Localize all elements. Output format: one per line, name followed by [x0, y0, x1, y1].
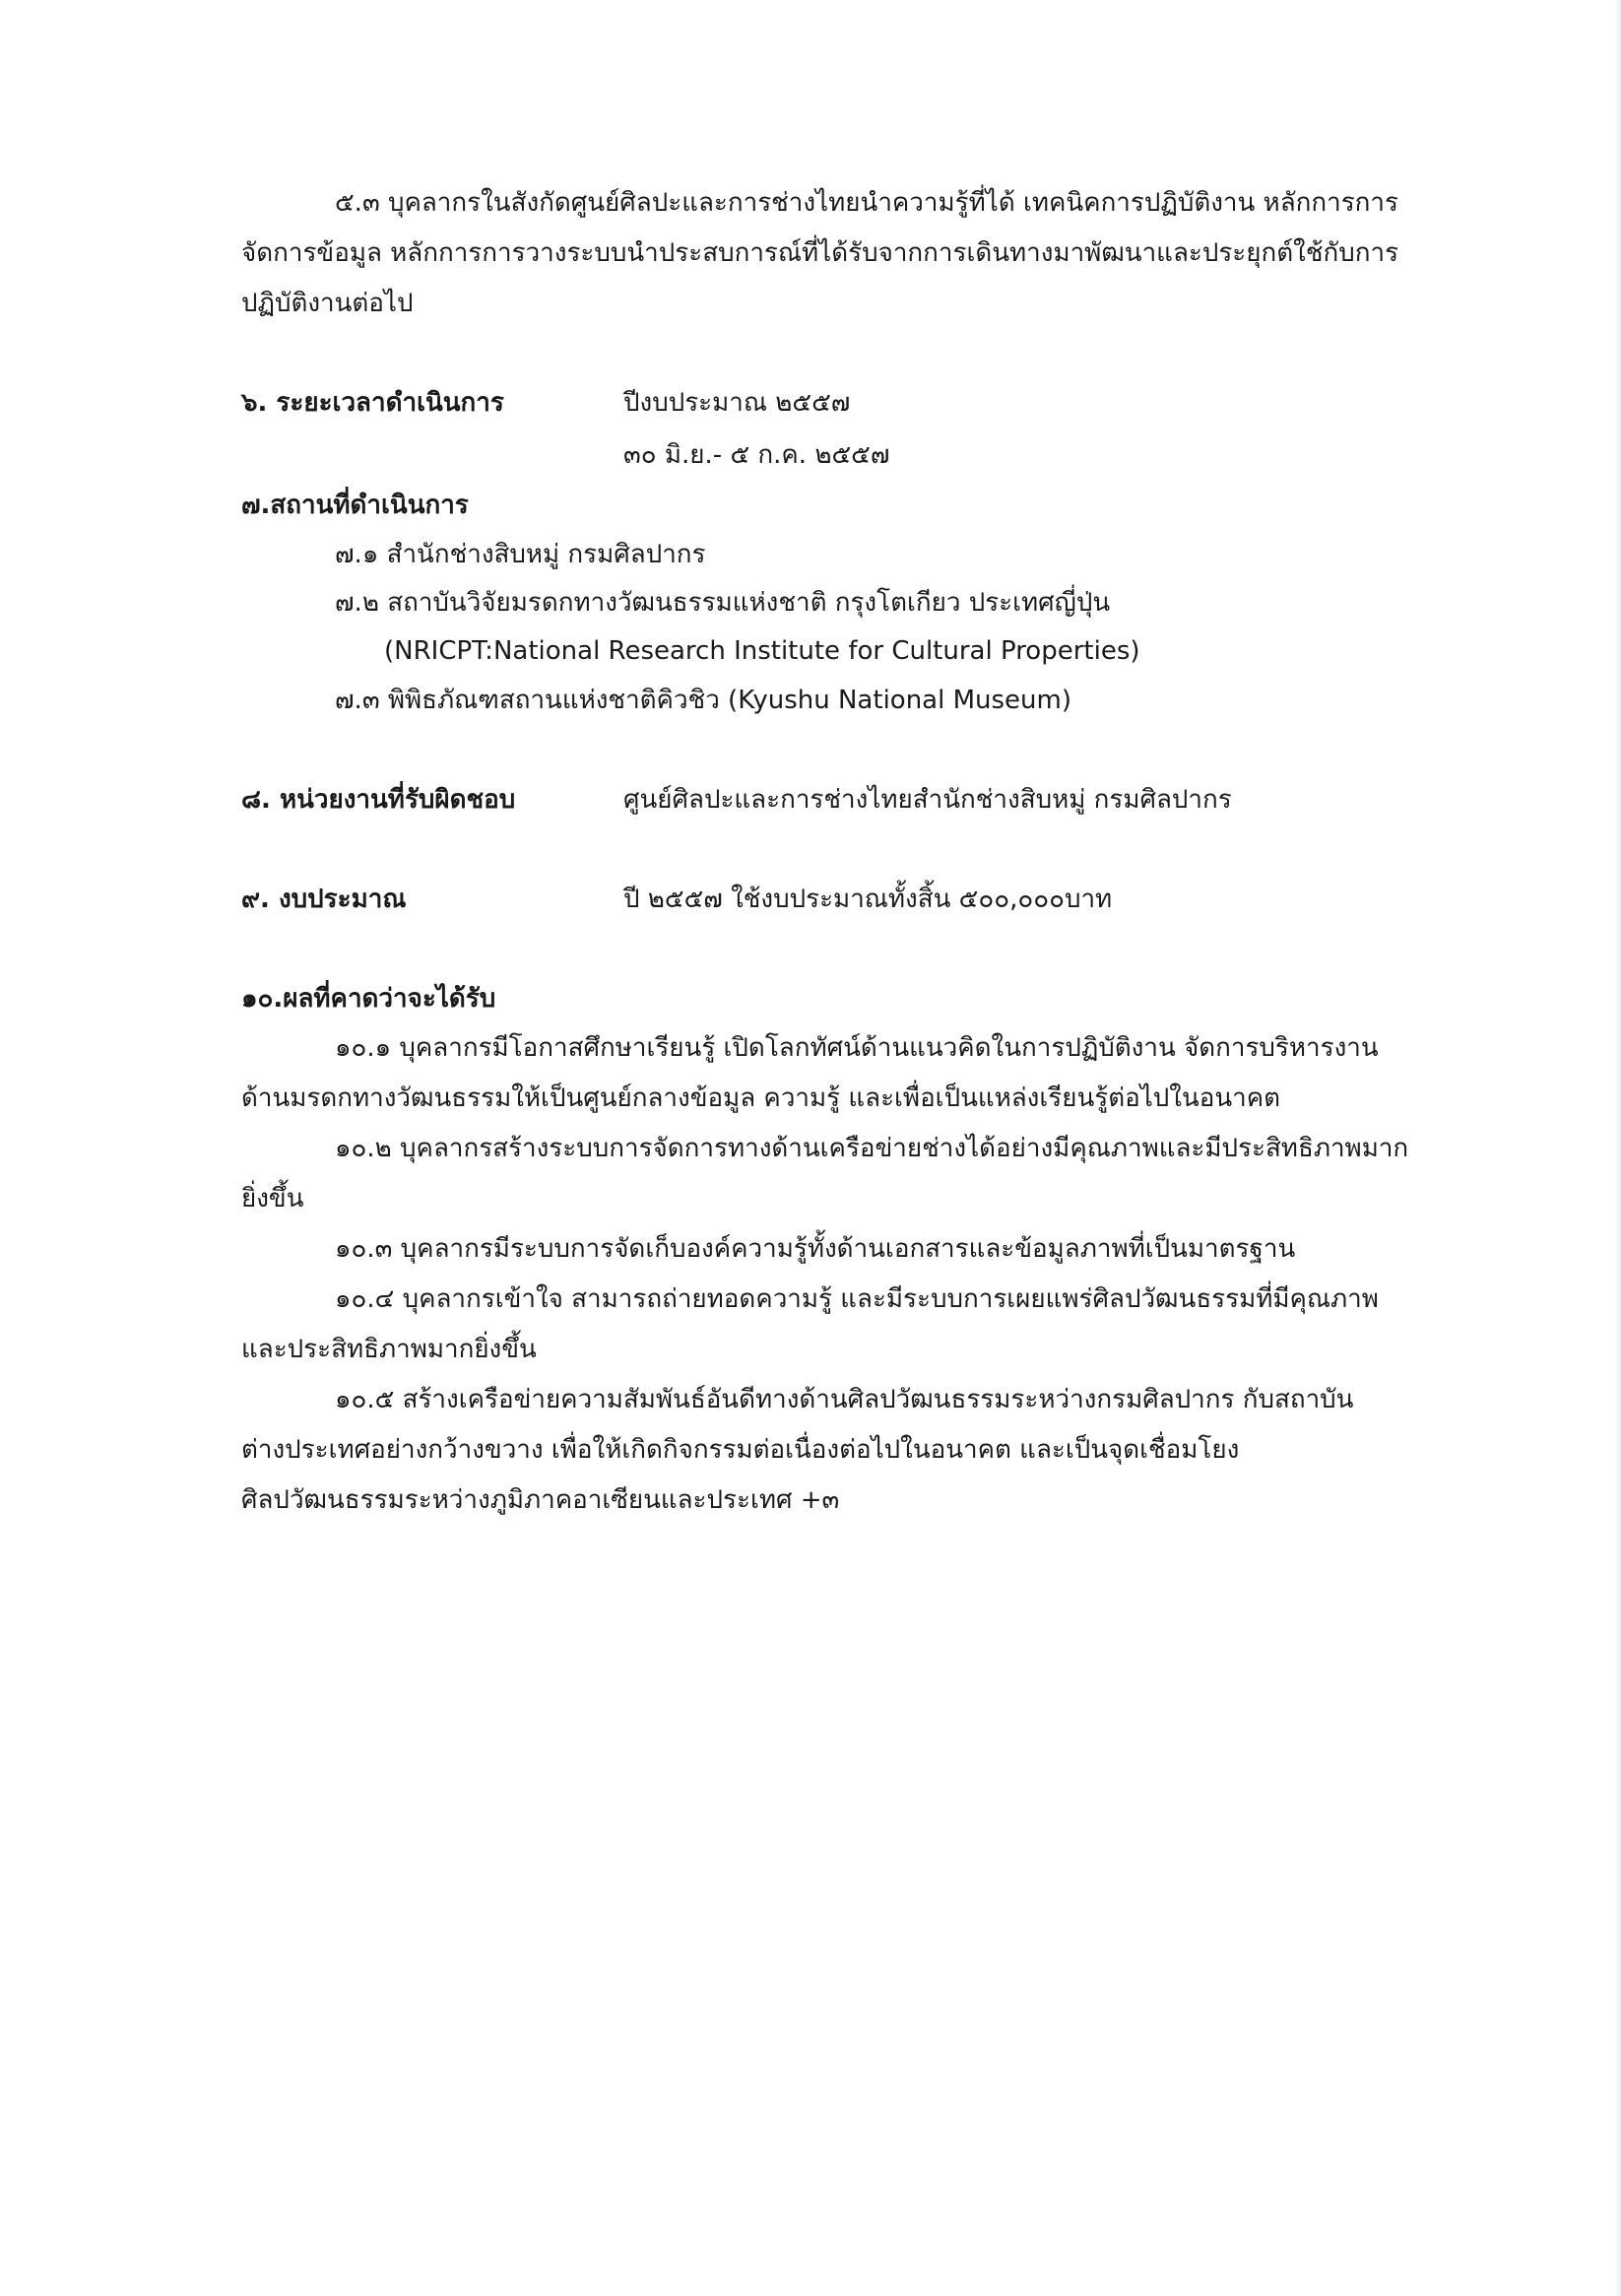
section-10-heading: ๑๐.ผลที่คาดว่าจะได้รับ — [241, 984, 496, 1014]
section-8-heading: ๘. หน่วยงานที่รับผิดชอบ — [241, 785, 516, 815]
section-10-item-5-line-2: ต่างประเทศอย่างกว้างขวาง เพื่อให้เกิดกิจกรรมต่อเนื่องต่อไปในอนาคต และเป็นจุดเชื่อมโยง — [241, 1435, 1240, 1465]
section-10-item-4-line-1: ๑๐.๔ บุคลากรเข้าใจ สามารถถ่ายทอดความรู้ และมีระบบการเผยแพร่ศิลปวัฒนธรรมที่มีคุณภาพ — [335, 1284, 1379, 1314]
section-7-item-2: ๗.๒ สถาบันวิจัยมรดกทางวัฒนธรรมแห่งชาติ กรุงโตเกียว ประเทศญี่ปุ่น — [335, 588, 1111, 618]
section-7-heading: ๗.สถานที่ดำเนินการ — [241, 491, 469, 520]
section-5-3-line-2: จัดการข้อมูล หลักการการวางระบบนำประสบการณ์ที่ได้รับจากการเดินทางมาพัฒนาและประยุกต์ใช้กับการ — [241, 238, 1399, 268]
section-6-date-range: ๓๐ มิ.ย.- ๕ ก.ค. ๒๕๕๗ — [623, 440, 890, 470]
section-9-heading: ๙. งบประมาณ — [241, 885, 407, 914]
page-edge-shadow — [1615, 0, 1621, 2296]
section-6-fiscal-year: ปีงบประมาณ ๒๕๕๗ — [623, 388, 851, 418]
section-5-3-line-3: ปฏิบัติงานต่อไป — [241, 289, 414, 318]
section-10-item-5-line-3: ศิลปวัฒนธรรมระหว่างภูมิภาคอาเซียนและประเทศ +๓ — [241, 1485, 840, 1515]
section-10-item-4-line-2: และประสิทธิภาพมากยิ่งขึ้น — [241, 1335, 537, 1364]
section-10-item-1-line-1: ๑๐.๑ บุคลากรมีโอกาสศึกษาเรียนรู้ เปิดโลกทัศน์ด้านแนวคิดในการปฏิบัติงาน จัดการบริหารงาน — [335, 1033, 1379, 1063]
section-10-item-3-line-1: ๑๐.๓ บุคลากรมีระบบการจัดเก็บองค์ความรู้ทั้งด้านเอกสารและข้อมูลภาพที่เป็นมาตรฐาน — [335, 1234, 1296, 1264]
section-9-budget: ปี ๒๕๕๗ ใช้งบประมาณทั้งสิ้น ๕๐๐,๐๐๐บาท — [623, 885, 1113, 914]
section-7-item-2-english: (NRICPT:National Research Institute for Cultural Properties) — [384, 636, 1140, 666]
section-8-responsible-unit: ศูนย์ศิลปะและการช่างไทยสำนักช่างสิบหมู่ กรมศิลปากร — [623, 785, 1232, 815]
section-10-item-1-line-2: ด้านมรดกทางวัฒนธรรมให้เป็นศูนย์กลางข้อมูล ความรู้ และเพื่อเป็นแหล่งเรียนรู้ต่อไปในอนาคต — [241, 1083, 1281, 1113]
section-10-item-2-line-2: ยิ่งขึ้น — [241, 1184, 304, 1214]
section-7-item-3: ๗.๓ พิพิธภัณฑสถานแห่งชาติคิวชิว (Kyushu National Museum) — [335, 686, 1071, 715]
section-5-3-line-1: ๕.๓ บุคลากรในสังกัดศูนย์ศิลปะและการช่างไทยนำความรู้ที่ได้ เทคนิคการปฏิบัติงาน หลักการการ — [335, 188, 1398, 218]
section-10-item-2-line-1: ๑๐.๒ บุคลากรสร้างระบบการจัดการทางด้านเครือข่ายช่างได้อย่างมีคุณภาพและมีประสิทธิภาพมาก — [335, 1134, 1409, 1163]
section-7-item-1: ๗.๑ สำนักช่างสิบหมู่ กรมศิลปากร — [335, 540, 706, 569]
section-6-heading: ๖. ระยะเวลาดำเนินการ — [241, 388, 504, 418]
section-10-item-5-line-1: ๑๐.๕ สร้างเครือข่ายความสัมพันธ์อันดีทางด้านศิลปวัฒนธรรมระหว่างกรมศิลปากร กับสถาบัน — [335, 1385, 1354, 1414]
